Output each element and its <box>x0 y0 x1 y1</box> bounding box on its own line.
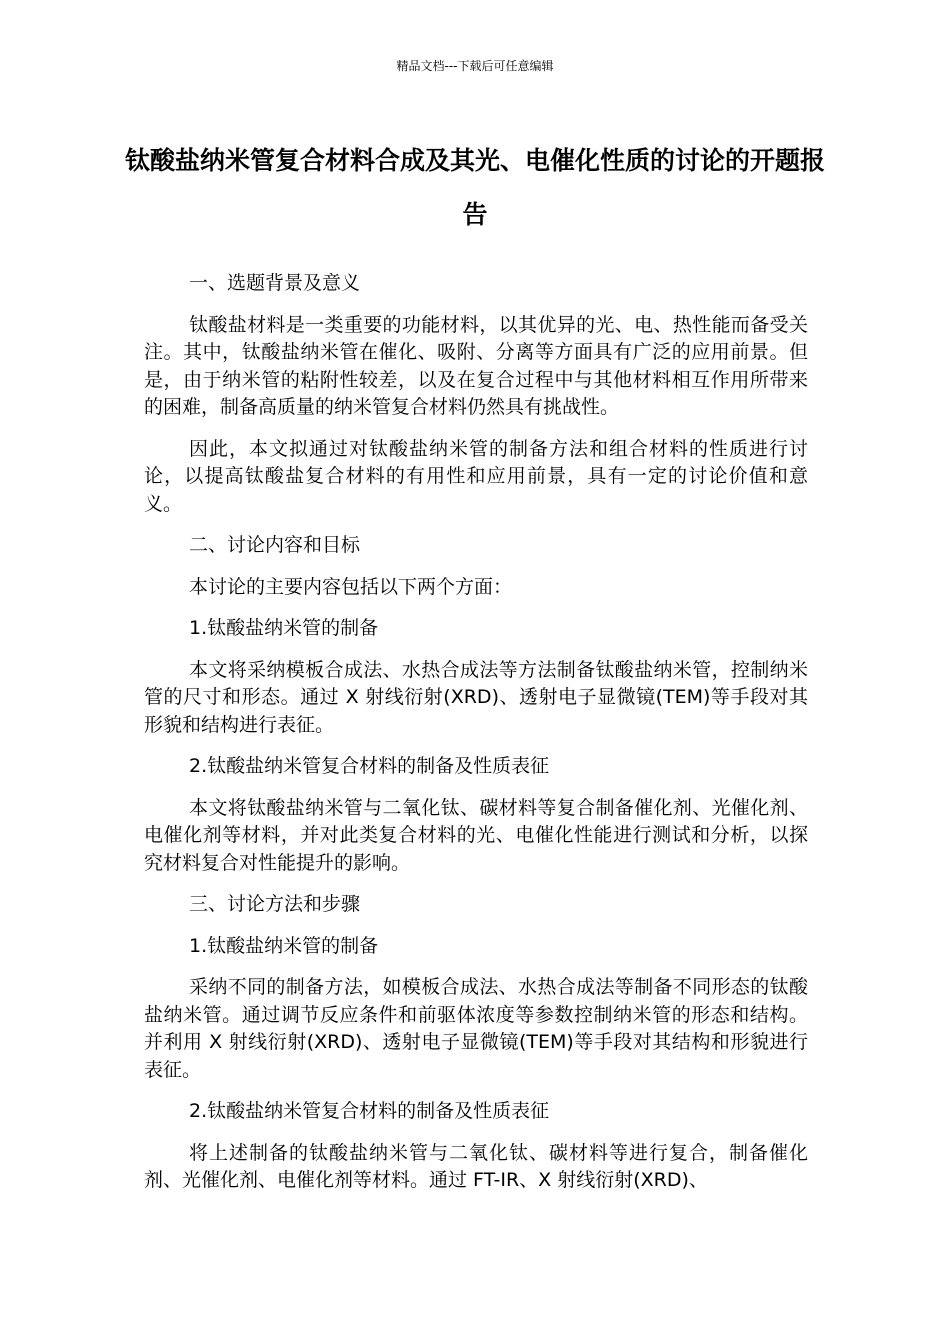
paragraph-content-intro: 本讨论的主要内容包括以下两个方面： <box>189 575 513 598</box>
page-title: 钛酸盐纳米管复合材料合成及其光、电催化性质的讨论的开题报告 <box>124 146 825 229</box>
subheading-2-1: 1.钛酸盐纳米管的制备 <box>189 617 379 639</box>
paragraph-content-2: 本文将钛酸盐纳米管与二氧化钛、碳材料等复合制备催化剂、光催化剂、电催化剂等材料，并对此类复合材料的光、电催化性能进行测试和分析，以探究材料复合对性能提升的影响。 <box>144 796 808 874</box>
paragraph-method-1: 采纳不同的制备方法，如模板合成法、水热合成法等制备不同形态的钛酸盐纳米管。通过调节反应条件和前驱体浓度等参数控制纳米管的形态和结构。并利用 X 射线衍射(XRD)、透射电子显微镜(TEM)等手段对其结构和形貌进行表征。 <box>144 976 808 1081</box>
section-heading-3: 三、讨论方法和步骤 <box>189 893 361 915</box>
subheading-3-1: 1.钛酸盐纳米管的制备 <box>189 934 379 957</box>
document-body <box>144 270 808 1195</box>
section-heading-1: 一、选题背景及意义 <box>189 272 361 294</box>
subheading-3-2: 2.钛酸盐纳米管复合材料的制备及性质表征 <box>189 1100 550 1122</box>
paragraph-method-2: 将上述制备的钛酸盐纳米管与二氧化钛、碳材料等进行复合，制备催化剂、光催化剂、电催化剂等材料。通过 FT-IR、X 射线衍射(XRD)、 <box>144 1141 808 1191</box>
paragraph-significance: 因此，本文拟通过对钛酸盐纳米管的制备方法和组合材料的性质进行讨论，以提高钛酸盐复合材料的有用性和应用前景，具有一定的讨论价值和意义。 <box>144 437 808 515</box>
subheading-2-2: 2.钛酸盐纳米管复合材料的制备及性质表征 <box>189 755 550 777</box>
section-heading-2: 二、讨论内容和目标 <box>189 534 361 556</box>
header-note: 精品文档---下载后可任意编辑 <box>396 59 554 73</box>
paragraph-content-1: 本文将采纳模板合成法、水热合成法等方法制备钛酸盐纳米管，控制纳米管的尺寸和形态。通过 X 射线衍射(XRD)、透射电子显微镜(TEM)等手段对其形貌和结构进行表征。 <box>144 658 808 736</box>
paragraph-background: 钛酸盐材料是一类重要的功能材料，以其优异的光、电、热性能而备受关注。其中，钛酸盐纳米管在催化、吸附、分离等方面具有广泛的应用前景。但是，由于纳米管的粘附性较差，以及在复合过程中与其他材料相互作用所带来的困难，制备高质量的纳米管复合材料仍然具有挑战性。 <box>144 313 808 418</box>
